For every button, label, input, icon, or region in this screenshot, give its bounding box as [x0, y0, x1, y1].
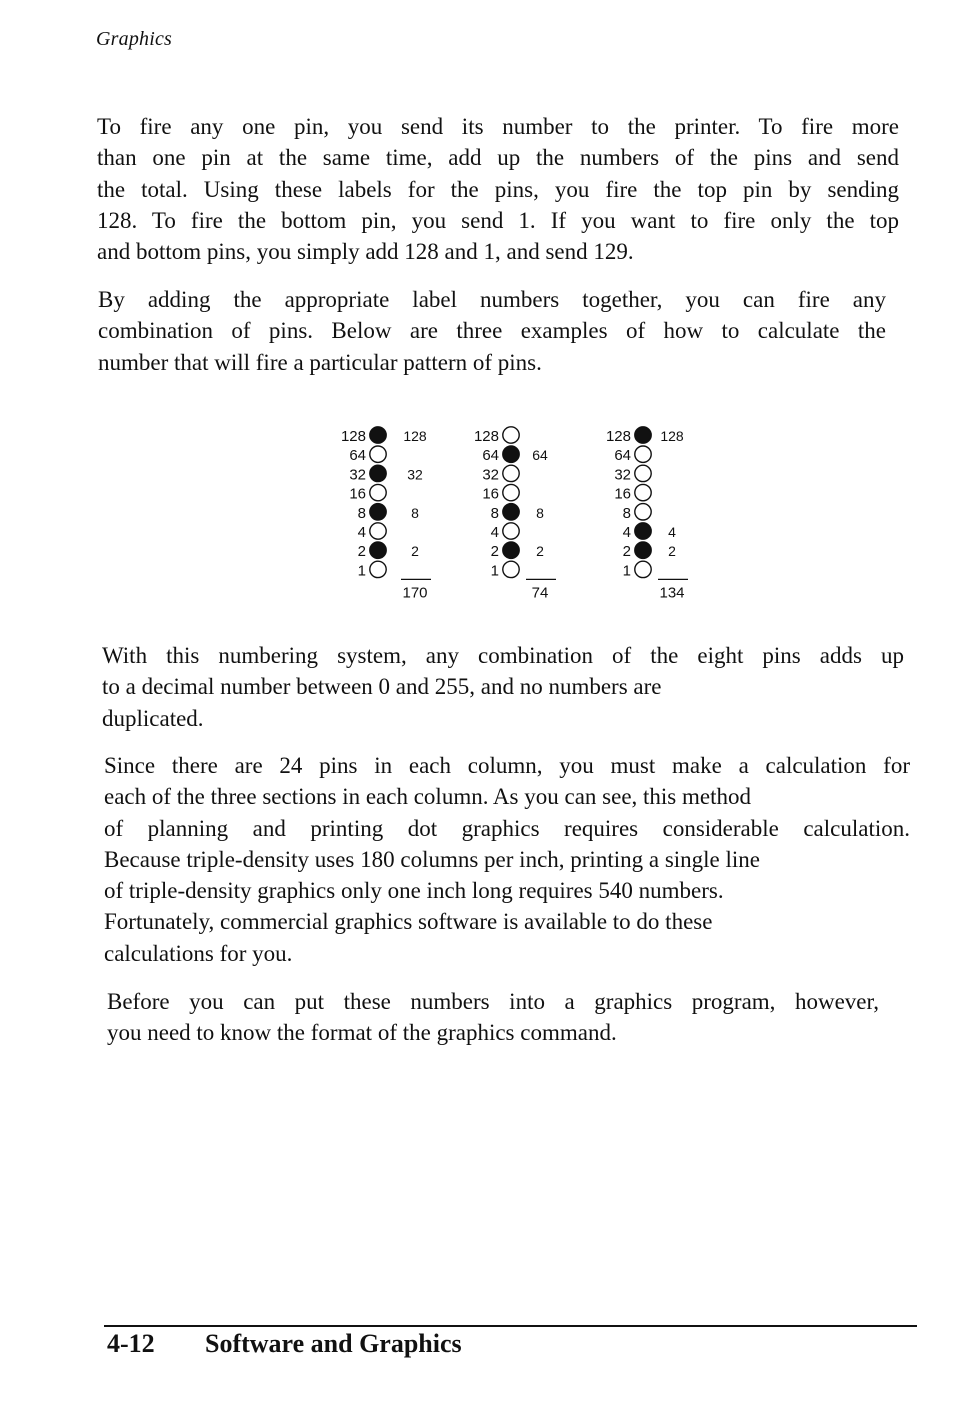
addend-label: 2: [536, 543, 544, 560]
pin-open-dot: [370, 523, 386, 539]
pin-open-dot: [370, 484, 386, 500]
sum-total: 74: [531, 584, 549, 602]
text-line: Fortunately, commercial graphics software is available to do these: [104, 909, 713, 935]
footer-rule: [104, 1325, 917, 1327]
text-line: duplicated.: [102, 705, 204, 731]
pin-fired-dot: [635, 542, 651, 558]
text-line: number that will fire a particular pattern of pins.: [98, 349, 542, 375]
pin-open-dot: [635, 561, 651, 577]
pin-open-dot: [635, 484, 651, 500]
addend-label: 32: [407, 466, 423, 483]
running-head: Graphics: [96, 28, 173, 50]
pin-open-dot: [503, 427, 519, 443]
addend-label: 128: [660, 428, 684, 444]
text-line: By adding the appropriate label numbers together, you can fire any: [98, 287, 886, 312]
pin-open-dot: [503, 484, 519, 500]
addend-label: 2: [411, 543, 419, 560]
pin-fired-dot: [370, 542, 386, 558]
pin-label: 2: [490, 543, 499, 561]
pin-pattern-diagram: [320, 415, 720, 615]
text-line: calculations for you.: [104, 940, 293, 966]
addend-label: 2: [668, 543, 676, 560]
pin-label: 2: [622, 543, 631, 561]
pin-label: 8: [357, 504, 366, 522]
text-line: Because triple-density uses 180 columns per inch, printing a single line: [104, 846, 760, 872]
sum-total: 170: [402, 584, 428, 602]
pin-fired-dot: [370, 427, 386, 443]
text-line: of triple-density graphics only one inch long requires 540 numbers.: [104, 878, 724, 904]
pin-label: 128: [340, 428, 366, 445]
text-line: Before you can put these numbers into a graphics program, however,: [107, 989, 879, 1014]
text-line: you need to know the format of the graphics command.: [107, 1020, 617, 1046]
pin-label: 16: [482, 485, 499, 503]
addend-label: 64: [532, 447, 548, 464]
paragraph-numbering-system: [102, 640, 904, 734]
text-line: to a decimal number between 0 and 255, and no numbers are: [102, 674, 662, 700]
paragraph-graphics-command: [107, 986, 879, 1049]
pin-label: 4: [622, 524, 631, 541]
pin-label: 8: [622, 504, 631, 522]
pin-label: 128: [605, 428, 631, 445]
text-line: the total. Using these labels for the pins, you fire the top pin by sending: [97, 176, 899, 202]
section-title: Software and Graphics: [205, 1329, 462, 1358]
pin-label: 32: [614, 466, 631, 484]
pin-fired-dot: [370, 465, 386, 481]
pin-open-dot: [635, 465, 651, 481]
pin-fired-dot: [503, 446, 519, 462]
pin-label: 64: [349, 447, 366, 465]
pin-open-dot: [635, 446, 651, 462]
pin-label: 32: [482, 466, 499, 484]
addend-label: 8: [536, 504, 544, 521]
pin-fired-dot: [635, 523, 651, 539]
pin-label: 4: [490, 524, 499, 541]
pin-open-dot: [370, 446, 386, 462]
pin-open-dot: [370, 561, 386, 577]
addend-label: 4: [668, 524, 676, 540]
pin-label: 1: [357, 562, 366, 580]
paragraph-combination: [98, 284, 886, 378]
pin-label: 64: [614, 447, 631, 465]
addend-label: 128: [403, 428, 427, 444]
pin-label: 2: [357, 543, 366, 561]
pin-label: 128: [473, 428, 499, 445]
page-number: 4-12: [107, 1329, 155, 1358]
text-line: than one pin at the same time, add up the numbers of the pins and send: [97, 145, 899, 171]
text-line: With this numbering system, any combination of the eight pins adds up: [102, 643, 904, 668]
text-line: of planning and printing dot graphics requires considerable calculation.: [104, 815, 910, 841]
sum-total: 134: [659, 584, 685, 602]
pin-label: 1: [490, 562, 499, 580]
pin-label: 4: [357, 524, 366, 541]
pin-fired-dot: [503, 542, 519, 558]
addend-label: 8: [411, 504, 419, 521]
paragraph-24-pins: [104, 750, 910, 969]
pin-label: 8: [490, 504, 499, 522]
pin-label: 32: [349, 466, 366, 484]
text-line: Since there are 24 pins in each column, you must make a calculation for: [104, 753, 910, 778]
page-footer: [107, 1329, 462, 1359]
pin-label: 64: [482, 447, 499, 465]
pin-open-dot: [503, 465, 519, 481]
pin-fired-dot: [635, 427, 651, 443]
pin-fired-dot: [370, 504, 386, 520]
pin-open-dot: [635, 504, 651, 520]
pin-open-dot: [503, 523, 519, 539]
text-line: 128. To fire the bottom pin, you send 1. If you want to fire only the top: [97, 207, 899, 233]
pin-label: 16: [614, 485, 631, 503]
pin-label: 1: [622, 562, 631, 580]
text-line: combination of pins. Below are three examples of how to calculate the: [98, 318, 886, 344]
pin-pattern-svg: [320, 415, 720, 615]
pin-fired-dot: [503, 504, 519, 520]
text-line: and bottom pins, you simply add 128 and 1, and send 129.: [97, 239, 634, 265]
pin-label: 16: [349, 485, 366, 503]
text-line: each of the three sections in each column. As you can see, this method: [104, 784, 751, 810]
pin-open-dot: [503, 561, 519, 577]
paragraph-pin-firing: [97, 111, 899, 267]
text-line: To fire any one pin, you send its number to the printer. To fire more: [97, 114, 899, 139]
